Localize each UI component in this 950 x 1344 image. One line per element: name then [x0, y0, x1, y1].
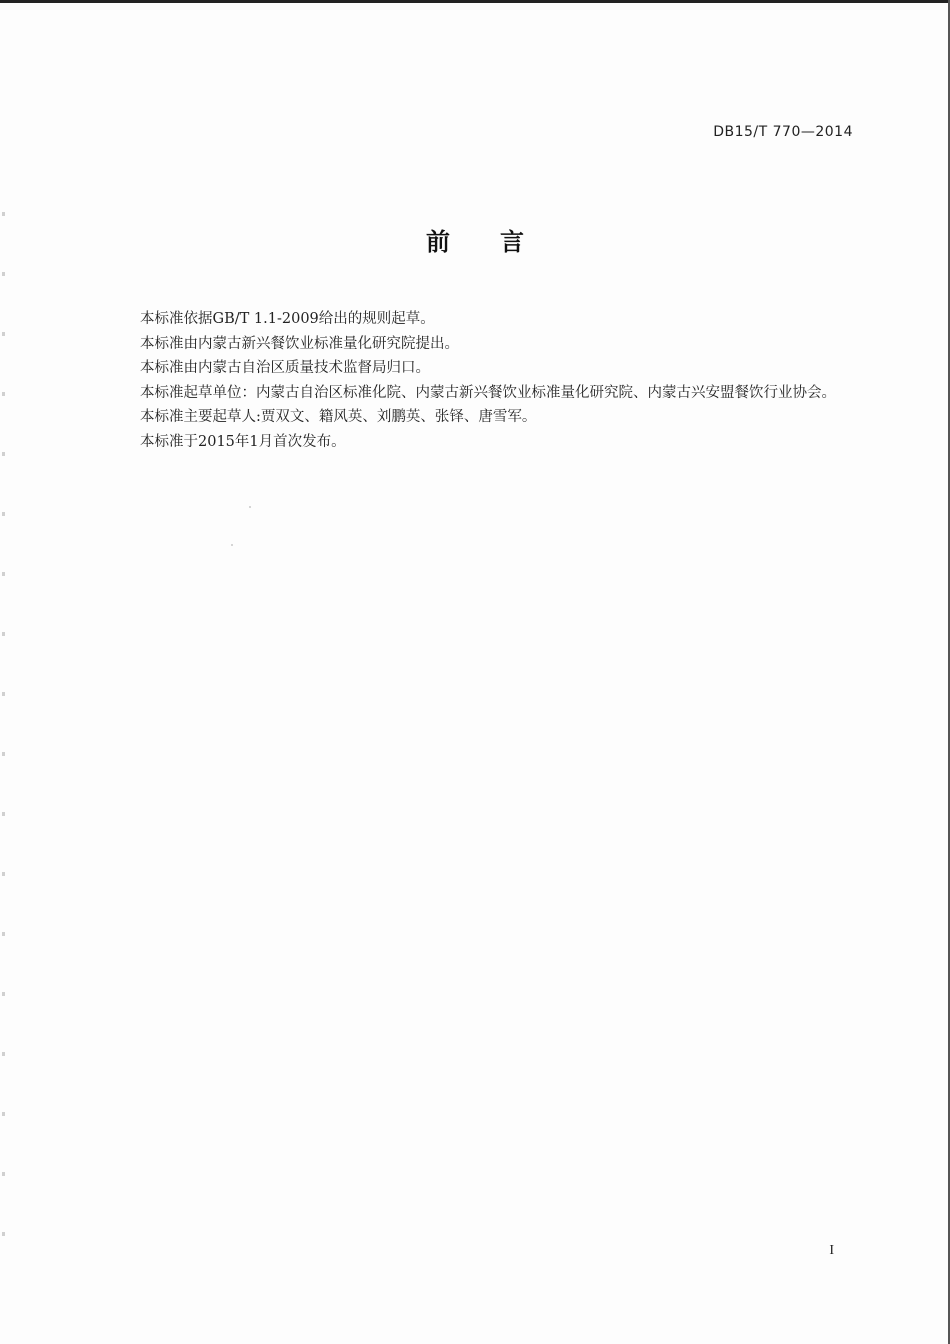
- paragraph-proposer: 本标准由内蒙古新兴餐饮业标准量化研究院提出。: [140, 335, 459, 352]
- scan-speck: [231, 544, 233, 546]
- scan-binding-marks: [2, 190, 5, 1290]
- foreword-body: [110, 307, 855, 454]
- standard-code: DB15/T 770—2014: [713, 124, 853, 140]
- scan-speck: [249, 506, 251, 508]
- scan-top-edge: [0, 0, 950, 3]
- paragraph-drafting-units: 本标准起草单位：内蒙古自治区标准化院、内蒙古新兴餐饮业标准量化研究院、内蒙古兴安盟餐饮行业协会。: [140, 384, 836, 401]
- paragraph-administrator: 本标准由内蒙古自治区质量技术监督局归口。: [140, 360, 430, 376]
- paragraph-drafters: 本标准主要起草人:贾双文、籍风英、刘鹏英、张铎、唐雪军。: [140, 409, 537, 425]
- paragraph-first-release: 本标准于2015年1月首次发布。: [140, 433, 346, 450]
- page-number: I: [829, 1243, 834, 1258]
- section-title: 前言: [426, 228, 574, 256]
- paragraph-drafting-rules: 本标准依据GB/T 1.1-2009给出的规则起草。: [140, 311, 435, 327]
